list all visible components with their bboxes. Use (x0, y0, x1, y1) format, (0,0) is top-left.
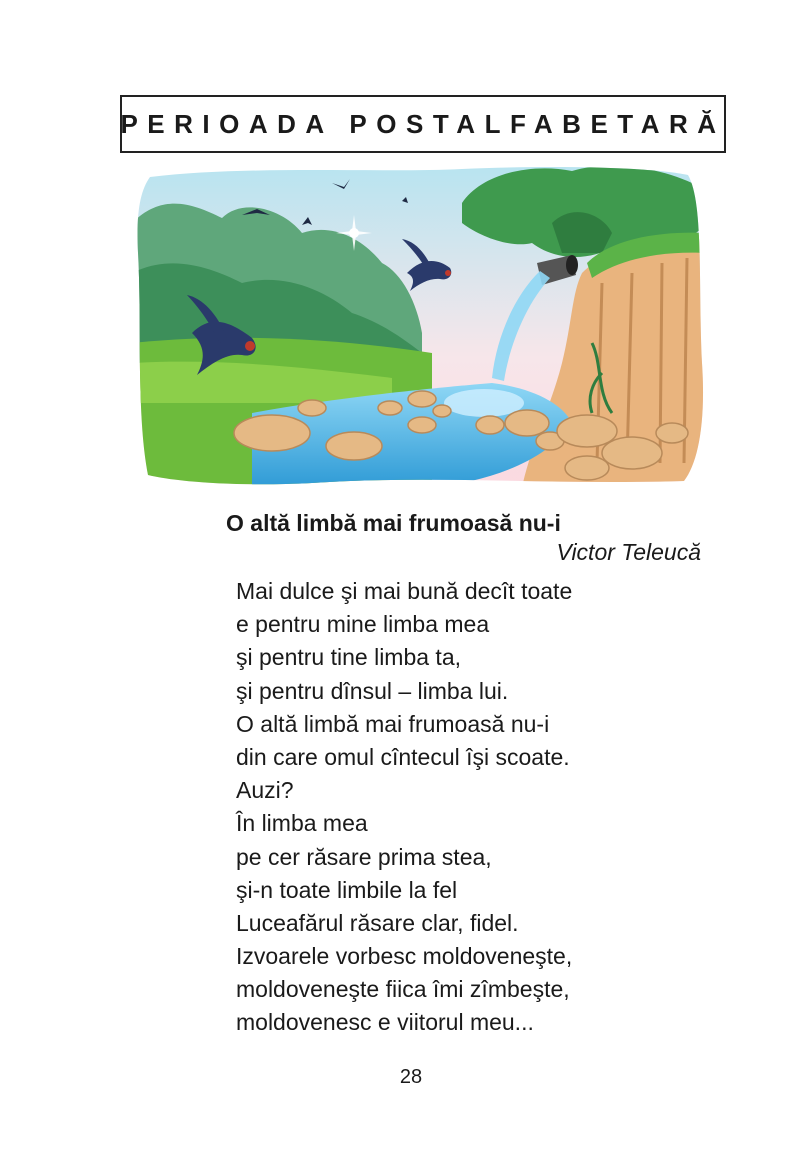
poem-line: moldoveneşte fiica îmi zîmbeşte, (236, 976, 570, 1003)
poem-line: şi-n toate limbile la fel (236, 876, 458, 903)
poem-line: din care omul cîntecul îşi scoate. (236, 743, 570, 770)
poem-line: Mai dulce şi mai bună decît toate (236, 578, 573, 604)
poem-title: O altă limbă mai frumoasă nu-i (226, 510, 561, 536)
section-title: PERIOADA POSTALFABETARĂ (120, 108, 726, 139)
page-number: 28 (399, 1066, 423, 1088)
poem-line: şi pentru tine limba ta, (236, 644, 462, 671)
poem-line: pe cer răsare prima stea, (236, 843, 492, 870)
poem-line: În limba mea (236, 810, 368, 837)
poem-line: e pentru mine limba mea (236, 611, 490, 638)
section-header-box (120, 95, 726, 153)
poem-line: O altă limbă mai frumoasă nu-i (236, 710, 550, 737)
spout-opening (566, 255, 578, 275)
illustration-swallows-stream (132, 163, 706, 487)
poem-line: moldovenesc e viitorul meu... (236, 1009, 534, 1036)
poem-line: şi pentru dînsul – limba lui. (236, 677, 509, 704)
poem-line: Auzi? (236, 777, 294, 804)
poem-line: Izvoarele vorbesc moldoveneşte, (236, 943, 573, 970)
poem-body (236, 575, 572, 1040)
poem-line: Luceafărul răsare clar, fidel. (236, 909, 519, 936)
poem-author: Victor Teleucă (556, 539, 701, 565)
